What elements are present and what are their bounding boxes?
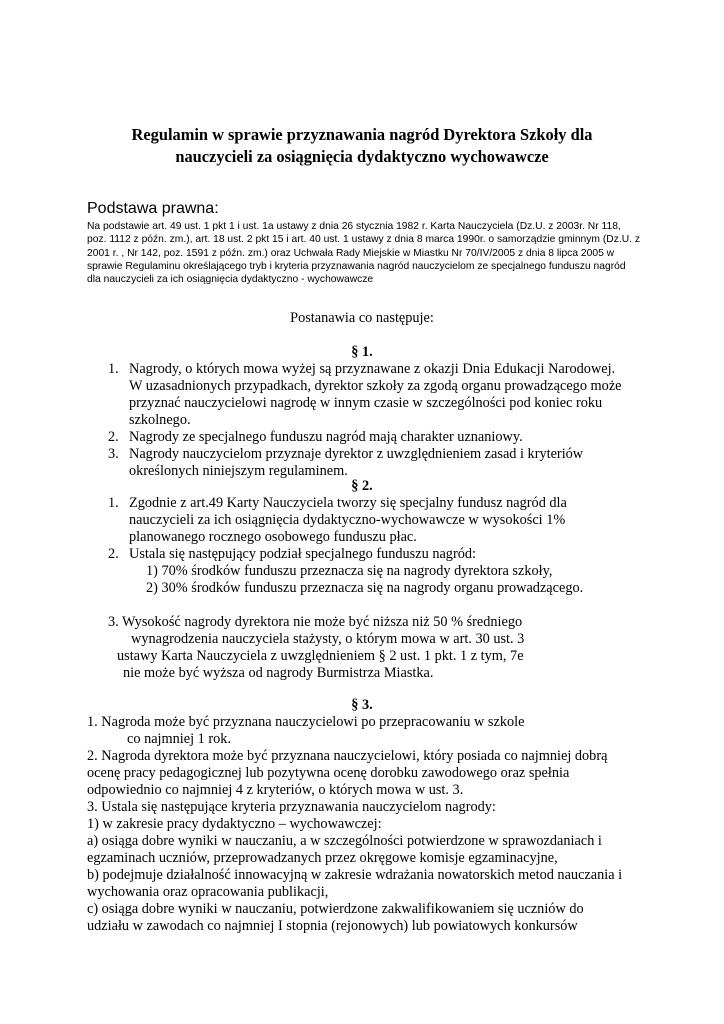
paragraph-line: 1. Nagroda może być przyznana nauczycielowi po przepracowaniu w szkole [87, 714, 525, 730]
paragraph-line: egzaminach uczniów, przeprowadzanych przez okręgowe komisje egzaminacyjne, [87, 850, 558, 866]
paragraph-line: b) podejmuje działalność innowacyjną w zakresie wdrażania nowatorskich metod nauczania i [87, 867, 623, 883]
section-heading: § 2. [351, 478, 373, 494]
paragraph-line: wychowania oraz opracowania publikacji, [87, 884, 329, 900]
paragraph-line: co najmniej 1 rok. [127, 731, 232, 747]
paragraph-line: 3. Wysokość nagrody dyrektora nie może być niższa niż 50 % średniego [108, 614, 523, 630]
paragraph-line: Nagrody, o których mowa wyżej są przyznawane z okazji Dnia Edukacji Narodowej. [129, 361, 616, 377]
sub-item: 2) 30% środków funduszu przeznacza się na nagrody organu prowadzącego. [146, 580, 584, 596]
title-line: nauczycieli za osiągnięcia dydaktyczno wychowawcze [175, 147, 549, 166]
paragraph-line: odpowiednio co najmniej 4 z kryteriów, o których mowa w ust. 3. [87, 782, 464, 798]
paragraph-line: Nagrody ze specjalnego funduszu nagród mają charakter uznaniowy. [129, 429, 523, 445]
paragraph-line: 1) w zakresie pracy dydaktyczno – wychowawczej: [87, 816, 382, 832]
paragraph-line: przyznać nauczycielowi nagrodę w innym czasie w szczególności pod koniec roku [129, 395, 603, 411]
title-line: Regulamin w sprawie przyznawania nagród Dyrektora Szkoły dla [131, 125, 593, 144]
paragraph-line: szkolnego. [129, 412, 191, 428]
list-number: 2. [108, 546, 119, 562]
paragraph-line: ocenę pracy pedagogicznej lub pozytywna ocenę dorobku zawodowego oraz spełnia [87, 765, 570, 781]
paragraph-line: nie może być wyższa od nagrody Burmistrza Miastka. [123, 665, 434, 681]
decree-text: Postanawia co następuje: [290, 310, 434, 326]
paragraph-line: c) osiąga dobre wyniki w nauczaniu, potwierdzone zakwalifikowaniem się uczniów do [87, 901, 584, 917]
paragraph-line: Ustala się następujący podział specjalnego funduszu nagród: [129, 546, 476, 562]
paragraph-line: Nagrody nauczycielom przyznaje dyrektor z uwzględnieniem zasad i kryteriów [129, 446, 584, 462]
list-number: 3. [108, 446, 119, 462]
paragraph-line: Zgodnie z art.49 Karty Nauczyciela tworzy się specjalny fundusz nagród dla [129, 495, 567, 511]
document-title [60, 124, 664, 168]
paragraph-line: ustawy Karta Nauczyciela z uwzględnieniem § 2 ust. 1 pkt. 1 z tym, 7e [117, 648, 524, 664]
paragraph-line: 2. Nagroda dyrektora może być przyznana nauczycielowi, który posiada co najmniej dobrą [87, 748, 608, 764]
paragraph-line: wynagrodzenia nauczyciela stażysty, o którym mowa w art. 30 ust. 3 [131, 631, 525, 647]
paragraph-line: udziału w zawodach co najmniej I stopnia (rejonowych) lub powiatowych konkursów [87, 918, 578, 934]
paragraph-line: 3. Ustala się następujące kryteria przyznawania nauczycielom nagrody: [87, 799, 496, 815]
paragraph-line: określonych niniejszym regulaminem. [129, 463, 348, 479]
paragraph-line: nauczycieli za ich osiągnięcia dydaktyczno-wychowawcze w wysokości 1% [129, 512, 566, 528]
paragraph-line: a) osiąga dobre wyniki w nauczaniu, a w szczególności potwierdzone w sprawozdaniach i [87, 833, 602, 849]
paragraph-line: planowanego rocznego osobowego funduszu płac. [129, 529, 417, 545]
list-number: 1. [108, 361, 119, 377]
legal-basis-heading: Podstawa prawna: [87, 200, 219, 217]
paragraph-line: W uzasadnionych przypadkach, dyrektor szkoły za zgodą organu prowadzącego może [129, 378, 622, 394]
legal-basis-text: Na podstawie art. 49 ust. 1 pkt 1 i ust. 1a ustawy z dnia 26 stycznia 1982 r. Karta Nauczyciela (Dz.U. z 2003r. Nr 118, poz. 1112 z późn. zm.), art. 18 ust. 2 pkt 15 i art. 40 ust. 1 ustawy z dnia 8 marca 1990r. o samorządzie gminnym (Dz.U. z 2001 r. , Nr 142, poz. 1591 z późn. zm.) oraz Uchwała Rady Miejskie w Miastku Nr 70/IV/2005 z dnia 8 lipca 2005 w sprawie Regulaminu określającego tryb i kryteria przyznawania nagród nauczycielom ze specjalnego funduszu nagród dla nauczycieli za ich osiągnięcia dydaktyczno - wychowawcze [87, 221, 641, 286]
section-heading: § 3. [351, 697, 373, 713]
list-number: 1. [108, 495, 119, 511]
section-heading: § 1. [351, 344, 373, 360]
sub-item: 1) 70% środków funduszu przeznacza się na nagrody dyrektora szkoły, [146, 563, 553, 579]
list-number: 2. [108, 429, 119, 445]
